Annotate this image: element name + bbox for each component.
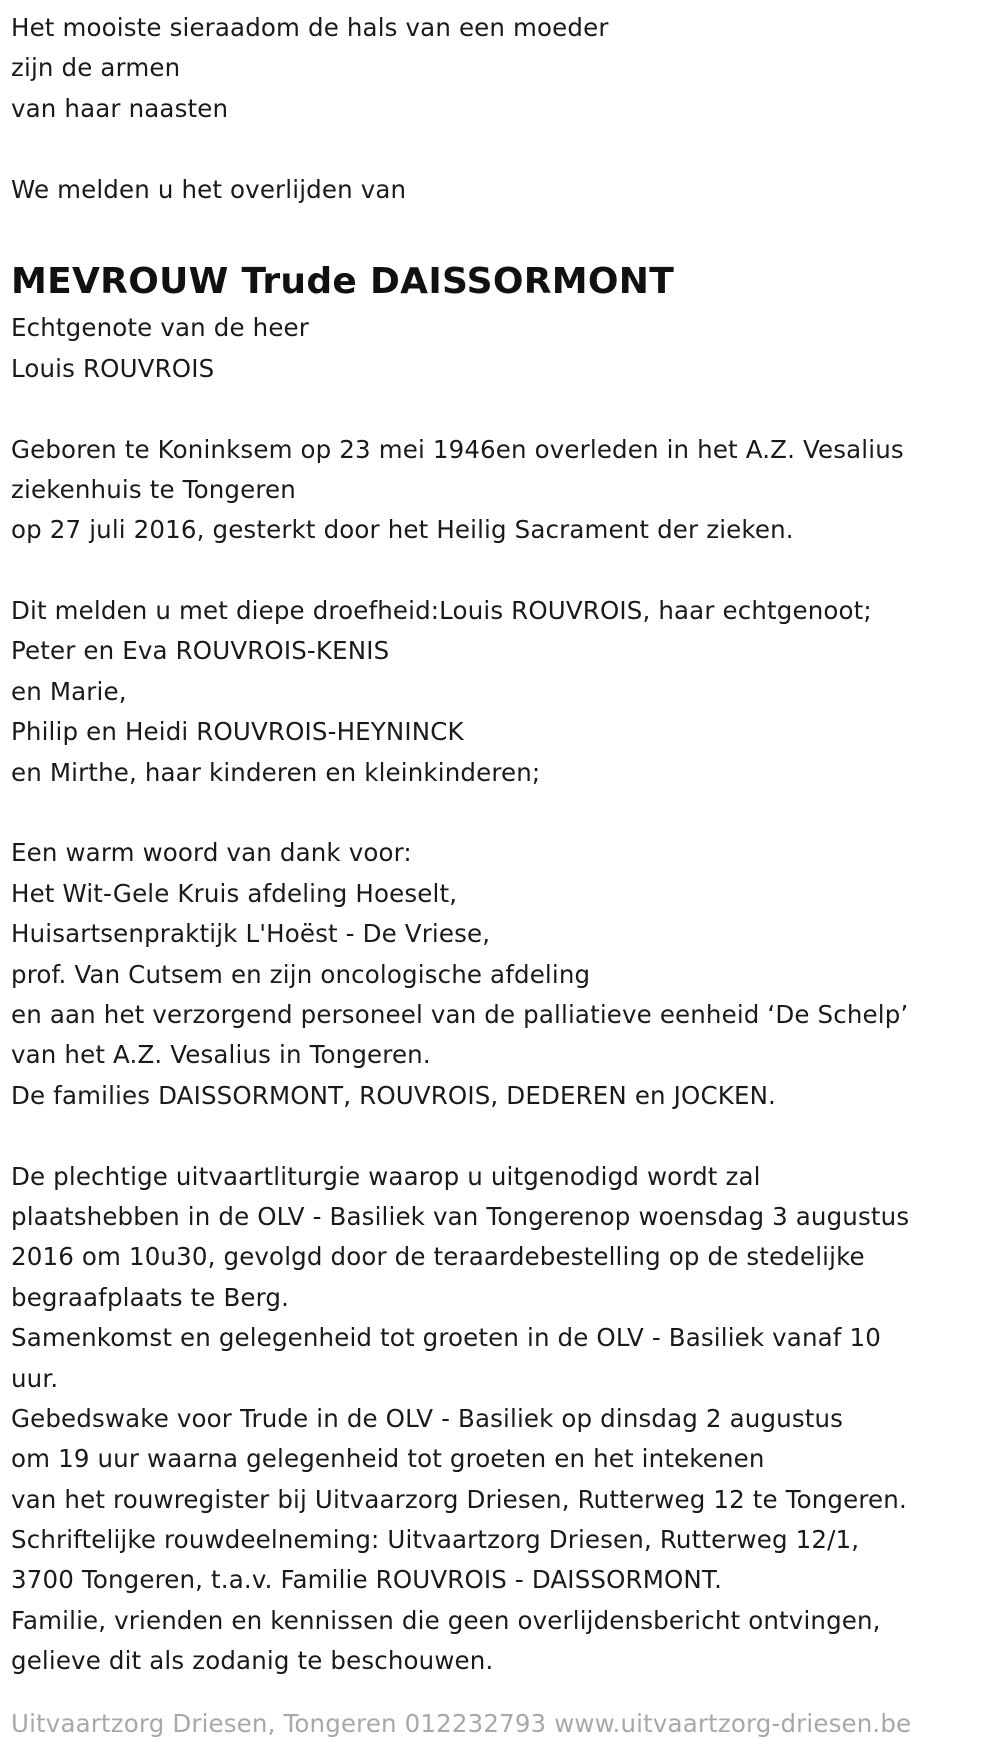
- funeral-line: Gebedswake voor Trude in de OLV - Basiliek op dinsdag 2 augustus: [11, 1403, 844, 1433]
- birth-death-line: ziekenhuis te Tongeren: [11, 474, 296, 504]
- funeral-line: 3700 Tongeren, t.a.v. Familie ROUVROIS - DAISSORMONT.: [11, 1565, 723, 1595]
- spouse-line: Echtgenote van de heer: [11, 313, 309, 343]
- thanks-line: en aan het verzorgend personeel van de palliatieve eenheid ‘De Schelp’: [11, 999, 909, 1029]
- family-line: Philip en Heidi ROUVROIS-HEYNINCK: [11, 717, 464, 747]
- funeral-section: [11, 1157, 996, 1682]
- family-line: Dit melden u met diepe droefheid:Louis ROUVROIS, haar echtgenoot;: [11, 596, 872, 626]
- poem-line: Het mooiste sieraadom de hals van een moeder: [11, 13, 609, 42]
- thanks-line: van het A.Z. Vesalius in Tongeren.: [11, 1040, 431, 1070]
- spacer: [11, 1116, 996, 1156]
- family-section: [11, 591, 996, 793]
- birth-death-section: [11, 430, 996, 551]
- thanks-line: Huisartsenpraktijk L'Hoëst - De Vriese,: [11, 919, 491, 949]
- funeral-line: uur.: [11, 1363, 59, 1393]
- thanks-line: Het Wit-Gele Kruis afdeling Hoeselt,: [11, 878, 458, 908]
- thanks-section: [11, 833, 996, 1116]
- spacer: [11, 551, 996, 591]
- thanks-line: De families DAISSORMONT, ROUVROIS, DEDEREN en JOCKEN.: [11, 1080, 776, 1110]
- family-line: en Marie,: [11, 676, 127, 706]
- poem-line: zijn de armen: [11, 53, 181, 83]
- funeral-line: De plechtige uitvaartliturgie waarop u uitgenodigd wordt zal: [11, 1161, 761, 1191]
- spacer: [11, 210, 996, 250]
- funeral-line: 2016 om 10u30, gevolgd door de teraardebestelling op de stedelijke: [11, 1242, 865, 1272]
- family-line: Peter en Eva ROUVROIS-KENIS: [11, 636, 390, 666]
- spouse-section: [11, 308, 996, 389]
- birth-death-line: Geboren te Koninksem op 23 mei 1946en overleden in het A.Z. Vesalius: [11, 434, 904, 464]
- funeral-line: Samenkomst en gelegenheid tot groeten in de OLV - Basiliek vanaf 10: [11, 1323, 881, 1353]
- spacer: [11, 793, 996, 833]
- funeral-home-footer: Uitvaartzorg Driesen, Tongeren 012232793 www.uitvaartzorg-driesen.be: [11, 1709, 912, 1738]
- funeral-line: van het rouwregister bij Uitvaarzorg Driesen, Rutterweg 12 te Tongeren.: [11, 1484, 907, 1514]
- funeral-line: Familie, vrienden en kennissen die geen overlijdensbericht ontvingen,: [11, 1605, 881, 1635]
- family-line: en Mirthe, haar kinderen en kleinkinderen;: [11, 757, 541, 787]
- thanks-line: Een warm woord van dank voor:: [11, 838, 412, 868]
- spouse-line: Louis ROUVROIS: [11, 353, 215, 383]
- funeral-line: begraafplaats te Berg.: [11, 1282, 290, 1312]
- obituary-notice: [11, 8, 996, 1682]
- funeral-line: Schriftelijke rouwdeelneming: Uitvaartzorg Driesen, Rutterweg 12/1,: [11, 1525, 860, 1555]
- funeral-line: om 19 uur waarna gelegenheid tot groeten en het intekenen: [11, 1444, 765, 1474]
- funeral-line: gelieve dit als zodanig te beschouwen.: [11, 1646, 494, 1676]
- poem-section: [11, 8, 996, 129]
- thanks-line: prof. Van Cutsem en zijn oncologische afdeling: [11, 959, 591, 989]
- spacer: [11, 389, 996, 429]
- birth-death-line: op 27 juli 2016, gesterkt door het Heilig Sacrament der zieken.: [11, 515, 794, 545]
- poem-line: van haar naasten: [11, 93, 229, 123]
- announcement-text: We melden u het overlijden van: [11, 174, 407, 204]
- deceased-name-heading: MEVROUW Trude DAISSORMONT: [11, 261, 675, 303]
- spacer: [11, 129, 996, 169]
- funeral-line: plaatshebben in de OLV - Basiliek van Tongerenop woensdag 3 augustus: [11, 1201, 910, 1231]
